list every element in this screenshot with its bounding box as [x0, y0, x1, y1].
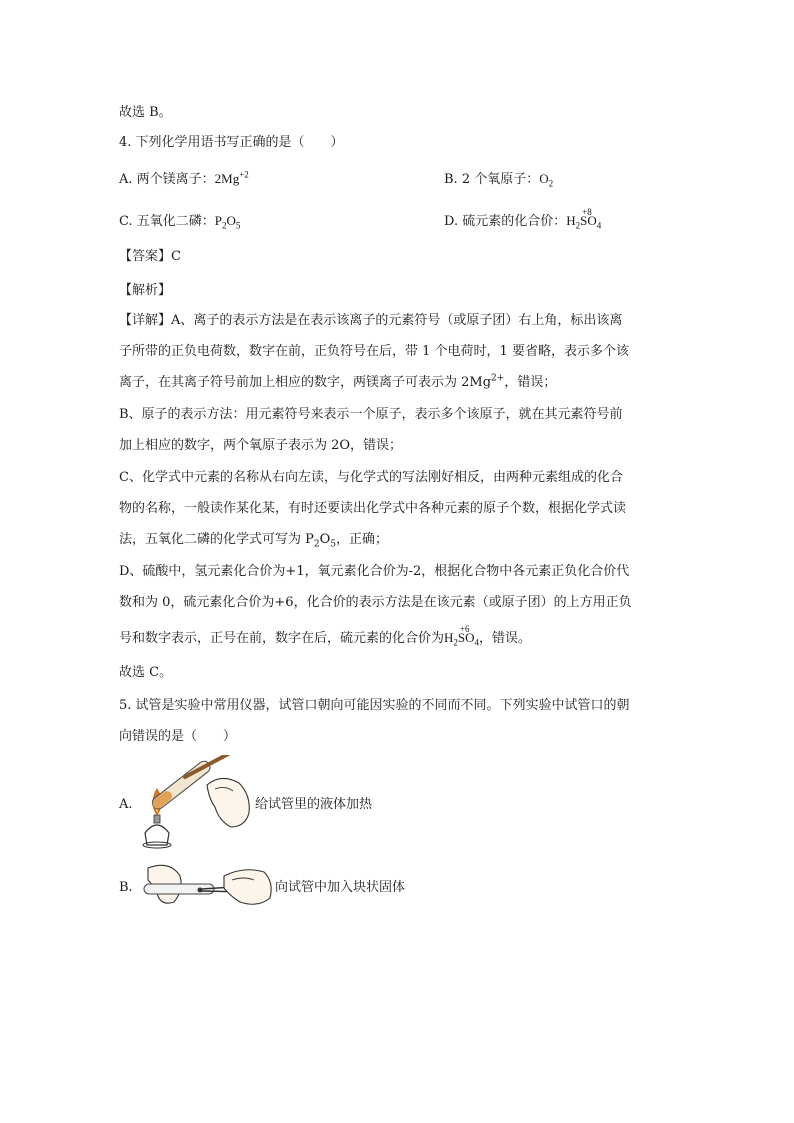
conclusion-c: 故选 C。 — [119, 665, 173, 680]
detail-line-2: 子所带的正负电荷数，数字在前，正负符号在后，带 1 个电荷时，1 要省略，表示多个该 — [119, 344, 629, 359]
figure-b-label: B. — [119, 880, 133, 895]
option-b: B. 2 个氧原子：$O_2$ — [444, 171, 554, 189]
explain-d-line-1: D、硫酸中，氢元素化合价为+1，氧元素化合价为-2，根据化合物中各元素正负化合价代 — [119, 564, 630, 579]
explain-d-line-2: 数和为 0，硫元素化合价为+6，化合价的表示方法是在该元素（或原子团）的上方用正负 — [119, 595, 632, 610]
answer-label: 【答案】C — [119, 249, 181, 264]
detail-line-1: 【详解】A、离子的表示方法是在表示该离子的元素符号（或原子团）右上角，标出该离 — [119, 313, 623, 328]
conclusion-b: 故选 B。 — [119, 105, 172, 120]
detail-line-3: 离子，在其离子符号前加上相应的数字，两镁离子可表示为 $2Mg^{2+}$，错误； — [119, 373, 557, 390]
heating-test-tube-figure — [135, 755, 255, 850]
explain-b-line-2: 加上相应的数字，两个氧原子表示为 2O，错误； — [119, 438, 403, 453]
question-4: 4. 下列化学用语书写正确的是（ ） — [119, 135, 344, 150]
option-a: A. 两个镁离子：$2Mg^{+2}$ — [119, 169, 249, 187]
explain-c-line-1: C、化学式中元素的名称从右向左读，与化学式的写法刚好相反，由两种元素组成的化合 — [119, 470, 623, 485]
explain-c-line-3: 法，五氧化二磷的化学式可写为 $P_2O_5$，正确； — [119, 532, 389, 550]
explain-d-line-3: 号和数字表示，正号在前，数字在后，硫元素的化合价为$H_2$ +6 $SO_4$，错误。 — [119, 624, 532, 648]
option-d: D. 硫元素的化合价：$H_2$ +8 $SO_4$ — [444, 207, 602, 231]
adding-solid-figure — [140, 858, 275, 918]
analysis-label: 【解析】 — [119, 283, 172, 298]
figure-a-caption: 给试管里的液体加热 — [255, 797, 373, 812]
figure-a-label: A. — [119, 797, 133, 812]
question-5-line-1: 5. 试管是实验中常用仪器，试管口朝向可能因实验的不同而不同。下列实验中试管口的朝 — [119, 698, 630, 713]
figure-b-caption: 向试管中加入块状固体 — [275, 880, 406, 895]
explain-c-line-2: 物的名称，一般读作某化某，有时还要读出化学式中各种元素的原子个数，根据化学式读 — [119, 501, 627, 516]
explain-b-line-1: B、原子的表示方法：用元素符号来表示一个原子，表示多个该原子，就在其元素符号前 — [119, 407, 623, 422]
question-5-line-2: 向错误的是（ ） — [119, 729, 237, 744]
option-c: C. 五氧化二磷：$P_2O_5$ — [119, 213, 241, 231]
